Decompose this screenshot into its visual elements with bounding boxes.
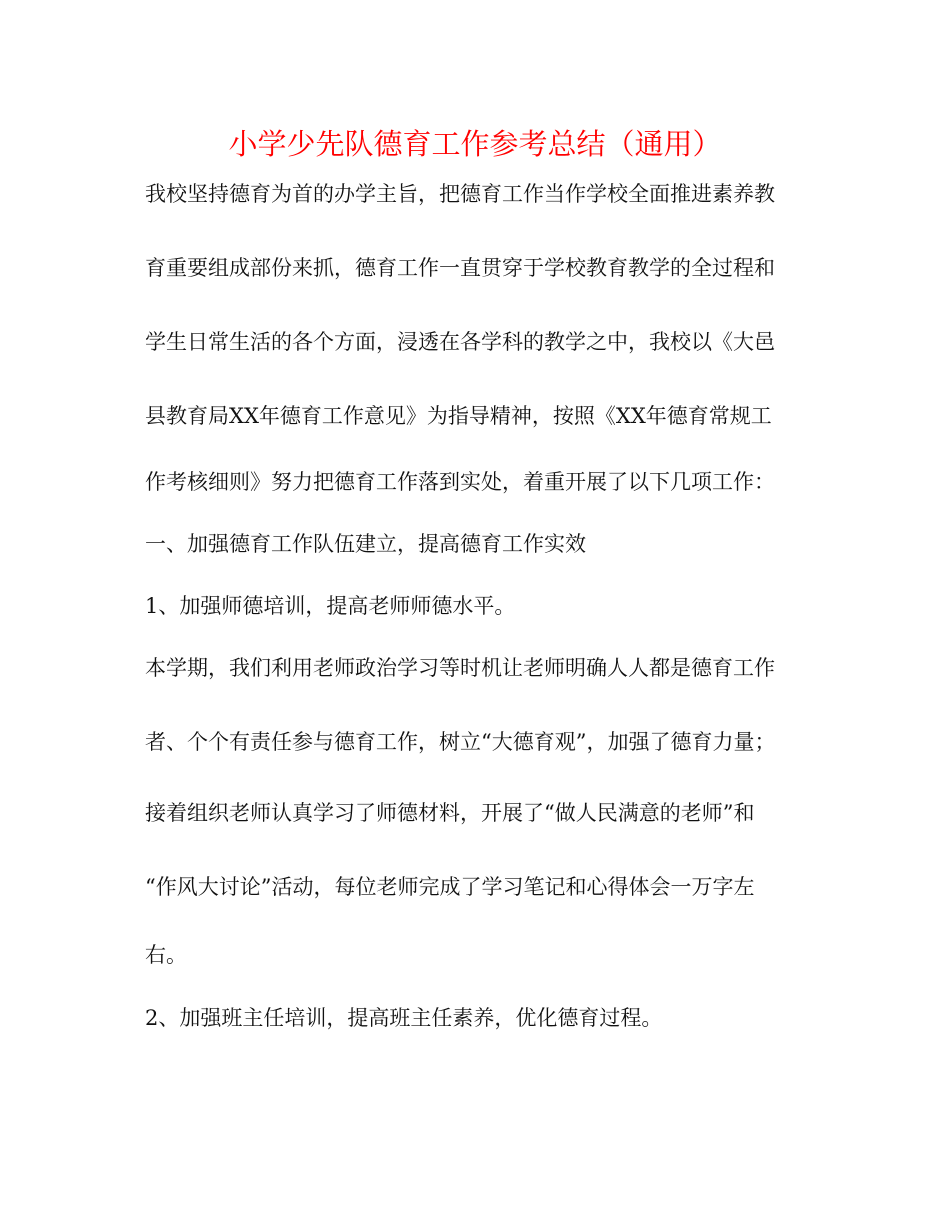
paragraph-line: 右。 — [145, 943, 187, 967]
paragraph-line: 县教育局XX年德育工作意见》为指导精神，按照《XX年德育常规工 — [145, 404, 772, 428]
paragraph-line: 育重要组成部份来抓，德育工作一直贯穿于学校教育教学的全过程和 — [145, 256, 775, 280]
paragraph-line: 作考核细则》努力把德育工作落到实处，着重开展了以下几项工作： — [145, 470, 775, 494]
document-title: 小学少先队德育工作参考总结（通用） — [228, 127, 722, 161]
paragraph-line: 者、个个有责任参与德育工作，树立“大德育观”，加强了德育力量； — [145, 730, 776, 754]
paragraph-line: 我校坚持德育为首的办学主旨，把德育工作当作学校全面推进素养教 — [145, 182, 775, 206]
paragraph-line: 学生日常生活的各个方面，浸透在各学科的教学之中，我校以《大邑 — [145, 330, 775, 354]
paragraph-line: 本学期，我们利用老师政治学习等时机让老师明确人人都是德育工作 — [145, 656, 775, 680]
paragraph-line: “作风大讨论”活动，每位老师完成了学习笔记和心得体会一万字左 — [145, 875, 755, 899]
subsection-heading: 2、加强班主任培训，提高班主任素养，优化德育过程。 — [145, 1006, 663, 1030]
subsection-heading: 1、加强师德培训，提高老师师德水平。 — [145, 594, 516, 618]
section-heading: 一、加强德育工作队伍建立，提高德育工作实效 — [145, 532, 586, 556]
paragraph-line: 接着组织老师认真学习了师德材料，开展了“做人民满意的老师”和 — [145, 801, 755, 825]
